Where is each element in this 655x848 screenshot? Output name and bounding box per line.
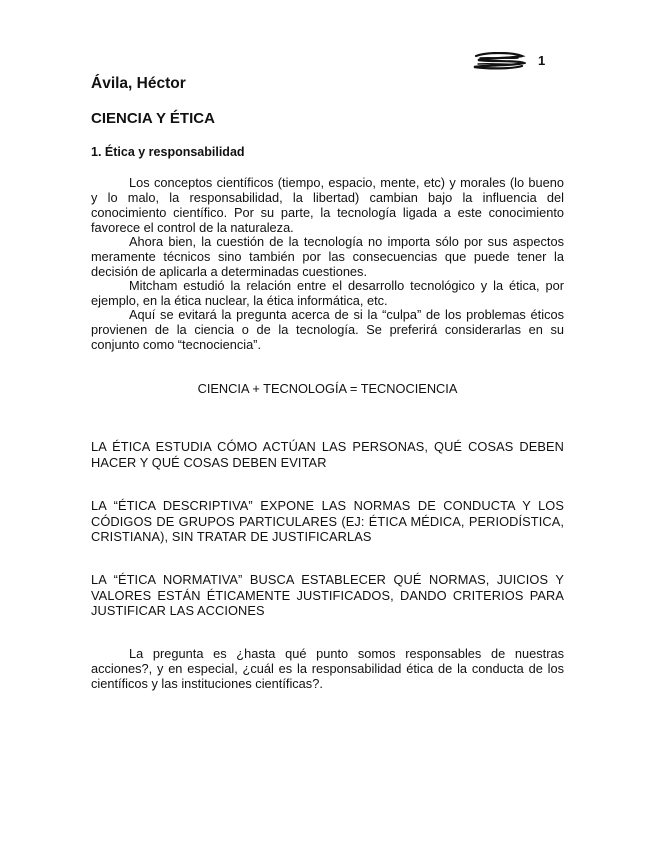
author-name: Ávila, Héctor: [91, 75, 186, 92]
paragraph: Ahora bien, la cuestión de la tecnología no importa sólo por sus aspectos meramente técnicos sino también por las consecuencias que puede tener la decisión de aplicarla a determinadas cuestiones.: [91, 234, 564, 279]
paragraph: Los conceptos científicos (tiempo, espacio, mente, etc) y morales (lo bueno y lo malo, la responsabilidad, la libertad) cambian bajo la influencia del conocimiento científico. Por su parte, la tecnología ligada a este conocimiento favorece el control de la naturaleza.: [91, 175, 564, 235]
closing-paragraph: La pregunta es ¿hasta qué punto somos responsables de nuestras acciones?, y en especial, ¿cuál es la responsabilidad ética de la conducta de los científicos y las instituciones científicas?.: [91, 646, 564, 691]
scribbled-logo-icon: [472, 52, 526, 70]
paragraph: Mitcham estudió la relación entre el desarrollo tecnológico y la ética, por ejemplo, en la ética nuclear, la ética informática, etc.: [91, 278, 564, 308]
section-heading: 1. Ética y responsabilidad: [91, 145, 245, 159]
paragraph: Aquí se evitará la pregunta acerca de si la “culpa” de los problemas éticos provienen de la ciencia o de la tecnología. Se preferirá considerarlas en su conjunto como “tecnociencia”.: [91, 307, 564, 352]
definition-normative-ethics: LA “ÉTICA NORMATIVA” BUSCA ESTABLECER QUÉ NORMAS, JUICIOS Y VALORES ESTÁN ÉTICAMENTE JUSTIFICADOS, DANDO CRITERIOS PARA JUSTIFICAR LAS ACCIONES: [91, 572, 564, 618]
definition-ethics: LA ÉTICA ESTUDIA CÓMO ACTÚAN LAS PERSONAS, QUÉ COSAS DEBEN HACER Y QUÉ COSAS DEBEN EVITAR: [91, 439, 564, 470]
document-title: CIENCIA Y ÉTICA: [91, 110, 215, 127]
definition-descriptive-ethics: LA “ÉTICA DESCRIPTIVA” EXPONE LAS NORMAS DE CONDUCTA Y LOS CÓDIGOS DE GRUPOS PARTICULARES (EJ: ÉTICA MÉDICA, PERIODÍSTICA, CRISTIANA), SIN TRATAR DE JUSTIFICARLAS: [91, 498, 564, 544]
page-number: 1: [538, 53, 546, 68]
equation: CIENCIA + TECNOLOGÍA = TECNOCIENCIA: [197, 381, 458, 396]
